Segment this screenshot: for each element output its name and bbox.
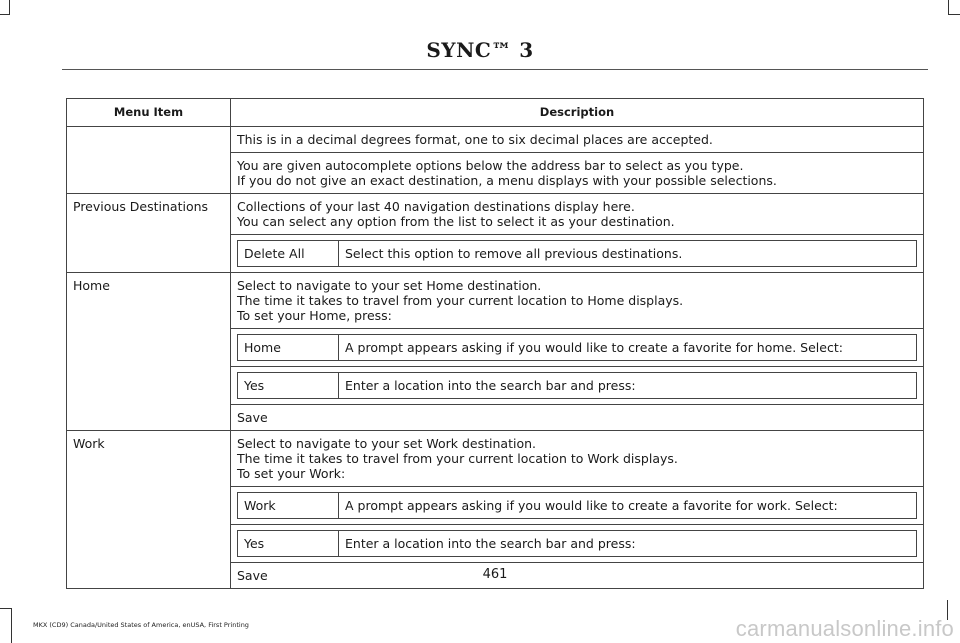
description-cell [231,367,924,405]
description-line: This is in a decimal degrees format, one to six decimal places are accepted. [237,132,713,147]
description-cell [231,431,924,487]
page-title: SYNC™ 3 [426,38,534,62]
sub-option-table [237,240,917,267]
description-cell [231,525,924,563]
description-line: To set your Home, press: [237,308,392,323]
sub-option-table [237,492,917,519]
column-header-menu-item: Menu Item [67,99,231,127]
description-cell [231,153,924,194]
description-line: If you do not give an exact destination, a menu displays with your possible selections. [237,173,777,188]
sub-option-label: Work [238,493,339,519]
description-cell: Save [231,405,924,431]
menu-table [66,98,924,589]
page-number: 461 [482,567,508,582]
description-line: The time it takes to travel from your current location to Work displays. [237,451,678,466]
table-row [67,431,924,487]
sub-option-text: Enter a location into the search bar and press: [339,373,917,399]
description-cell [231,273,924,329]
crop-mark-top-left-v [9,0,10,14]
description-line: To set your Work: [237,466,346,481]
description-cell [231,235,924,273]
description-line: Select to navigate to your set Home destination. [237,278,542,293]
crop-mark-bottom-left-h [0,608,12,609]
sub-option-label: Yes [238,373,339,399]
table-header-row [67,99,924,127]
sub-option-table [237,530,917,557]
sub-option-text: A prompt appears asking if you would like to create a favorite for work. Select: [339,493,917,519]
sub-option-text: Enter a location into the search bar and press: [339,531,917,557]
description-cell [231,329,924,367]
menu-item-cell: Previous Destinations [67,194,231,273]
crop-mark-bottom-left-v [11,609,12,643]
sub-option-text: A prompt appears asking if you would like to create a favorite for home. Select: [339,335,917,361]
sub-option-label: Yes [238,531,339,557]
crop-mark-top-right-h [948,14,960,15]
description-cell: Save [231,563,924,589]
description-cell [231,487,924,525]
description-line: You can select any option from the list to select it as your destination. [237,214,675,229]
column-header-description: Description [231,99,924,127]
sub-option-table [237,334,917,361]
sub-option-label: Delete All [238,241,339,267]
sub-option-label: Home [238,335,339,361]
watermark-logo: carmanualsonline.info [735,616,954,641]
footer-text: MKX (CD9) Canada/United States of America, enUSA, First Printing [33,621,249,629]
menu-item-cell: Work [67,431,231,589]
crop-mark-top-right-v [948,0,949,14]
header-rule [62,69,928,70]
sub-option-table [237,372,917,399]
sub-option-text: Select this option to remove all previous destinations. [339,241,917,267]
menu-item-cell [67,127,231,194]
table-row [67,127,924,153]
description-cell [231,127,924,153]
description-line: Select to navigate to your set Work destination. [237,436,536,451]
description-cell [231,194,924,235]
table-row [67,273,924,329]
crop-mark-top-left-h [0,14,10,15]
description-line: The time it takes to travel from your current location to Home displays. [237,293,684,308]
description-line: Collections of your last 40 navigation destinations display here. [237,199,635,214]
table-row [67,194,924,235]
description-line: You are given autocomplete options below the address bar to select as you type. [237,158,744,173]
menu-item-cell: Home [67,273,231,431]
